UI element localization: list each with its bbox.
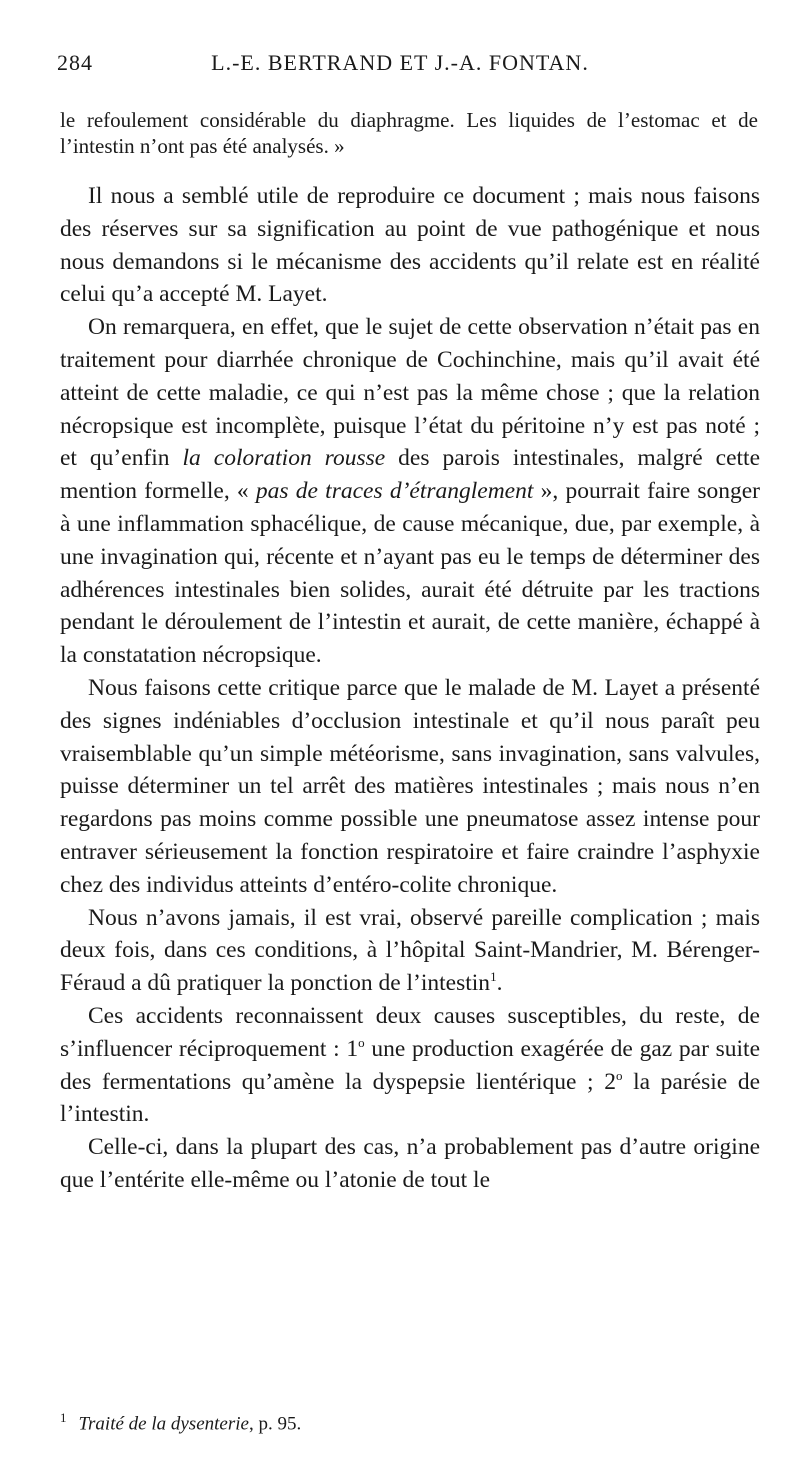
paragraph: Celle-ci, dans la plupart des cas, n’a probablement pas d’autre origine que l’entérite elle-même ou l’atonie de tout le [60,1134,760,1193]
text-run: », pourrait faire songer à une inflammation sphacélique, de cause mécanique, due, par exemple, à une invagination qui, récente et n’ayant pas eu le temps de déterminer des adhérences intestinales bien solides, aurait été détruite par les tractions pendant le déroulement de l’intestin et aurait, de cette manière, échappé à la constatation nécropsique. [60,478,760,669]
page-number: 284 [57,50,93,75]
continued-quotation: le refoulement considérable du diaphragme. Les liquides de l’estomac et de l’intestin n’ont pas été analysés. » [60,108,758,158]
paragraph: Nous faisons cette critique parce que le malade de M. Layet a présenté des signes indéniables d’occlusion intestinale et qu’il nous paraît peu vraisemblable qu’un simple météorisme, sans invagination, sans valvules, puisse déterminer un tel arrêt des matières intestinales ; mais nous n’en regardons pas moins comme possible une pneumatose assez intense pour entraver sérieusement la fonction respiratoire et faire craindre l’asphyxie chez des individus atteints d’entéro-colite chronique. [60,674,760,898]
footnote-text: , p. 95. [248,1413,302,1435]
paragraph [60,902,760,1000]
footnote-mark: 1 [60,1410,67,1425]
paragraph [60,311,760,672]
body-text [60,180,760,1197]
text-run: une production exagérée de gaz par suite des fermentations qu’amène la dyspepsie lientérique ; 2 [60,1035,761,1095]
ordinal-mark: o [358,1034,365,1050]
text-run: Ces accidents reconnaissent deux causes susceptibles, du reste, de s’influencer réciproquement : 1 [60,1002,760,1062]
italic-phrase: la coloration rousse [182,445,386,472]
running-head [0,50,800,90]
running-title: L.-E. BERTRAND ET J.-A. FONTAN. [211,50,589,75]
text-run: . [496,970,503,997]
footnote [60,1410,760,1435]
footnote-reference: 1 [490,969,497,985]
text-run: la parésie de l’intestin. [60,1068,761,1128]
ordinal-mark: o [615,1067,623,1083]
footnote-title: Traité de la dysenterie [78,1413,249,1435]
paragraph [60,1000,760,1131]
italic-quote: pas de traces d’étranglement [255,478,534,505]
text-run: des parois intestinales, malgré cette mention formelle, « [60,445,761,505]
paragraph: Il nous a semblé utile de reproduire ce document ; mais nous faisons des réserves sur sa signification au point de vue pathogénique et nous nous demandons si le mécanisme des accidents qu’il relate est en réalité celui qu’a accepté M. Layet. [60,183,760,308]
text-run: Nous n’avons jamais, il est vrai, observé pareille complication ; mais deux fois, dans ces conditions, à l’hôpital Saint-Mandrier, M. Bérenger-Féraud a dû pratiquer la ponction de l’intestin [60,904,760,997]
text-run: On remarquera, en effet, que le sujet de cette observation n’était pas en traitement pour diarrhée chronique de Cochinchine, mais qu’il avait été atteint de cette maladie, ce qui n’est pas la même chose ; que la relation nécropsique est incomplète, puisque l’état du péritoine n’y est pas noté ; et qu’enfin [60,314,760,472]
